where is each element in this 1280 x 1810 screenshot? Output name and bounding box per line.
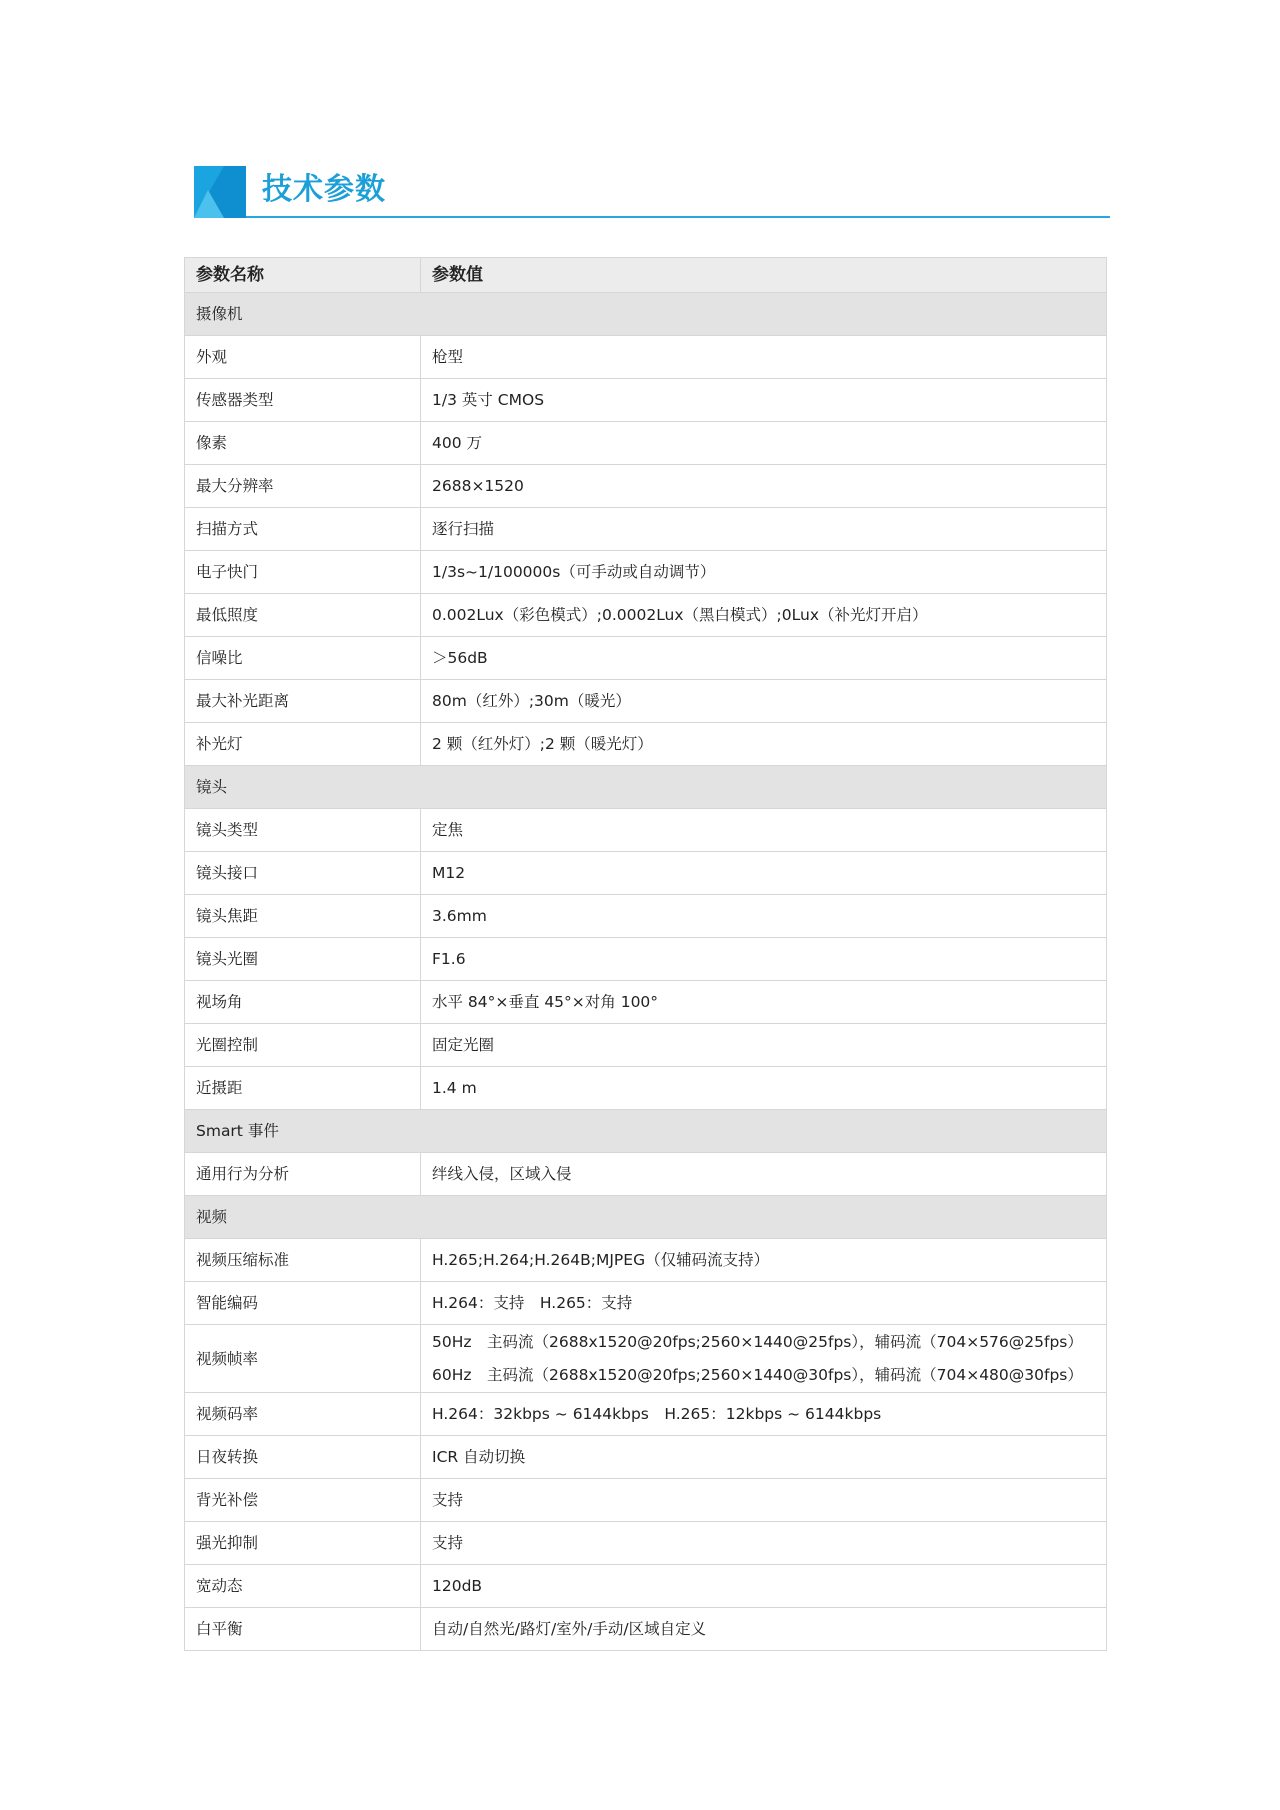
param-name: 宽动态 [185, 1565, 421, 1608]
param-value: 400 万 [421, 422, 1107, 465]
param-value: 自动/自然光/路灯/室外/手动/区域自定义 [421, 1608, 1107, 1651]
table-row [185, 336, 1107, 379]
param-value: 固定光圈 [421, 1024, 1107, 1067]
param-name: 外观 [185, 336, 421, 379]
param-name: 近摄距 [185, 1067, 421, 1110]
table-row [185, 508, 1107, 551]
table-row [185, 1153, 1107, 1196]
param-value: 3.6mm [421, 895, 1107, 938]
param-value: 1/3 英寸 CMOS [421, 379, 1107, 422]
param-value: 逐行扫描 [421, 508, 1107, 551]
table-row [185, 723, 1107, 766]
table-row [185, 551, 1107, 594]
param-value: 2 颗（红外灯）;2 颗（暖光灯） [421, 723, 1107, 766]
section-header [194, 166, 1110, 220]
param-name: 背光补偿 [185, 1479, 421, 1522]
table-row [185, 379, 1107, 422]
table-row [185, 1608, 1107, 1651]
param-value: 2688×1520 [421, 465, 1107, 508]
table-header-row [185, 258, 1107, 293]
section-row [185, 293, 1107, 336]
param-name: 扫描方式 [185, 508, 421, 551]
param-value-line: 50Hz 主码流（2688x1520@20fps;2560×1440@25fps），辅码流（704×576@25fps） [432, 1332, 1083, 1351]
param-name: 通用行为分析 [185, 1153, 421, 1196]
param-name: 最大补光距离 [185, 680, 421, 723]
param-name: 光圈控制 [185, 1024, 421, 1067]
table-row [185, 1067, 1107, 1110]
section-label: 视频 [185, 1196, 1107, 1239]
spec-table [184, 257, 1107, 1651]
param-name: 传感器类型 [185, 379, 421, 422]
table-row [185, 1565, 1107, 1608]
section-label: 镜头 [185, 766, 1107, 809]
param-name: 强光抑制 [185, 1522, 421, 1565]
section-header-icon [194, 166, 246, 218]
param-name: 视频帧率 [185, 1325, 421, 1393]
table-row [185, 938, 1107, 981]
table-row [185, 680, 1107, 723]
table-row [185, 1024, 1107, 1067]
section-row [185, 766, 1107, 809]
param-name: 视频码率 [185, 1393, 421, 1436]
param-value: 支持 [421, 1522, 1107, 1565]
param-value: M12 [421, 852, 1107, 895]
param-name: 白平衡 [185, 1608, 421, 1651]
param-value: 绊线入侵，区域入侵 [421, 1153, 1107, 1196]
param-value: 0.002Lux（彩色模式）;0.0002Lux（黑白模式）;0Lux（补光灯开启） [421, 594, 1107, 637]
param-value: H.265;H.264;H.264B;MJPEG（仅辅码流支持） [421, 1239, 1107, 1282]
param-name: 视频压缩标准 [185, 1239, 421, 1282]
param-value-line: 60Hz 主码流（2688x1520@20fps;2560×1440@30fps），辅码流（704×480@30fps） [432, 1365, 1083, 1384]
column-header-value: 参数值 [421, 258, 1107, 293]
table-row [185, 1393, 1107, 1436]
table-row [185, 1522, 1107, 1565]
section-row [185, 1196, 1107, 1239]
param-value: F1.6 [421, 938, 1107, 981]
column-header-name: 参数名称 [185, 258, 421, 293]
param-name: 电子快门 [185, 551, 421, 594]
param-name: 像素 [185, 422, 421, 465]
param-value: 1/3s~1/100000s（可手动或自动调节） [421, 551, 1107, 594]
table-row [185, 1325, 1107, 1393]
param-value: 水平 84°×垂直 45°×对角 100° [421, 981, 1107, 1024]
param-value: H.264：支持 H.265：支持 [421, 1282, 1107, 1325]
param-name: 日夜转换 [185, 1436, 421, 1479]
param-value [421, 1325, 1107, 1393]
param-value: 定焦 [421, 809, 1107, 852]
param-value: 1.4 m [421, 1067, 1107, 1110]
param-name: 镜头光圈 [185, 938, 421, 981]
param-value: ＞56dB [421, 637, 1107, 680]
param-value: H.264：32kbps ~ 6144kbps H.265：12kbps ~ 6144kbps [421, 1393, 1107, 1436]
table-row [185, 809, 1107, 852]
param-name: 镜头焦距 [185, 895, 421, 938]
page-title: 技术参数 [262, 172, 386, 207]
table-row [185, 1479, 1107, 1522]
param-value: ICR 自动切换 [421, 1436, 1107, 1479]
table-row [185, 422, 1107, 465]
table-row [185, 465, 1107, 508]
param-value: 支持 [421, 1479, 1107, 1522]
param-name: 信噪比 [185, 637, 421, 680]
table-row [185, 637, 1107, 680]
param-name: 最大分辨率 [185, 465, 421, 508]
param-name: 视场角 [185, 981, 421, 1024]
section-row [185, 1110, 1107, 1153]
param-name: 镜头接口 [185, 852, 421, 895]
table-row [185, 1282, 1107, 1325]
table-row [185, 852, 1107, 895]
param-value: 80m（红外）;30m（暖光） [421, 680, 1107, 723]
section-label: Smart 事件 [185, 1110, 1107, 1153]
table-row [185, 981, 1107, 1024]
section-label: 摄像机 [185, 293, 1107, 336]
table-row [185, 594, 1107, 637]
table-row [185, 895, 1107, 938]
table-row [185, 1239, 1107, 1282]
table-row [185, 1436, 1107, 1479]
param-name: 智能编码 [185, 1282, 421, 1325]
header-divider [246, 216, 1110, 218]
param-name: 最低照度 [185, 594, 421, 637]
param-name: 镜头类型 [185, 809, 421, 852]
param-name: 补光灯 [185, 723, 421, 766]
param-value: 枪型 [421, 336, 1107, 379]
param-value: 120dB [421, 1565, 1107, 1608]
